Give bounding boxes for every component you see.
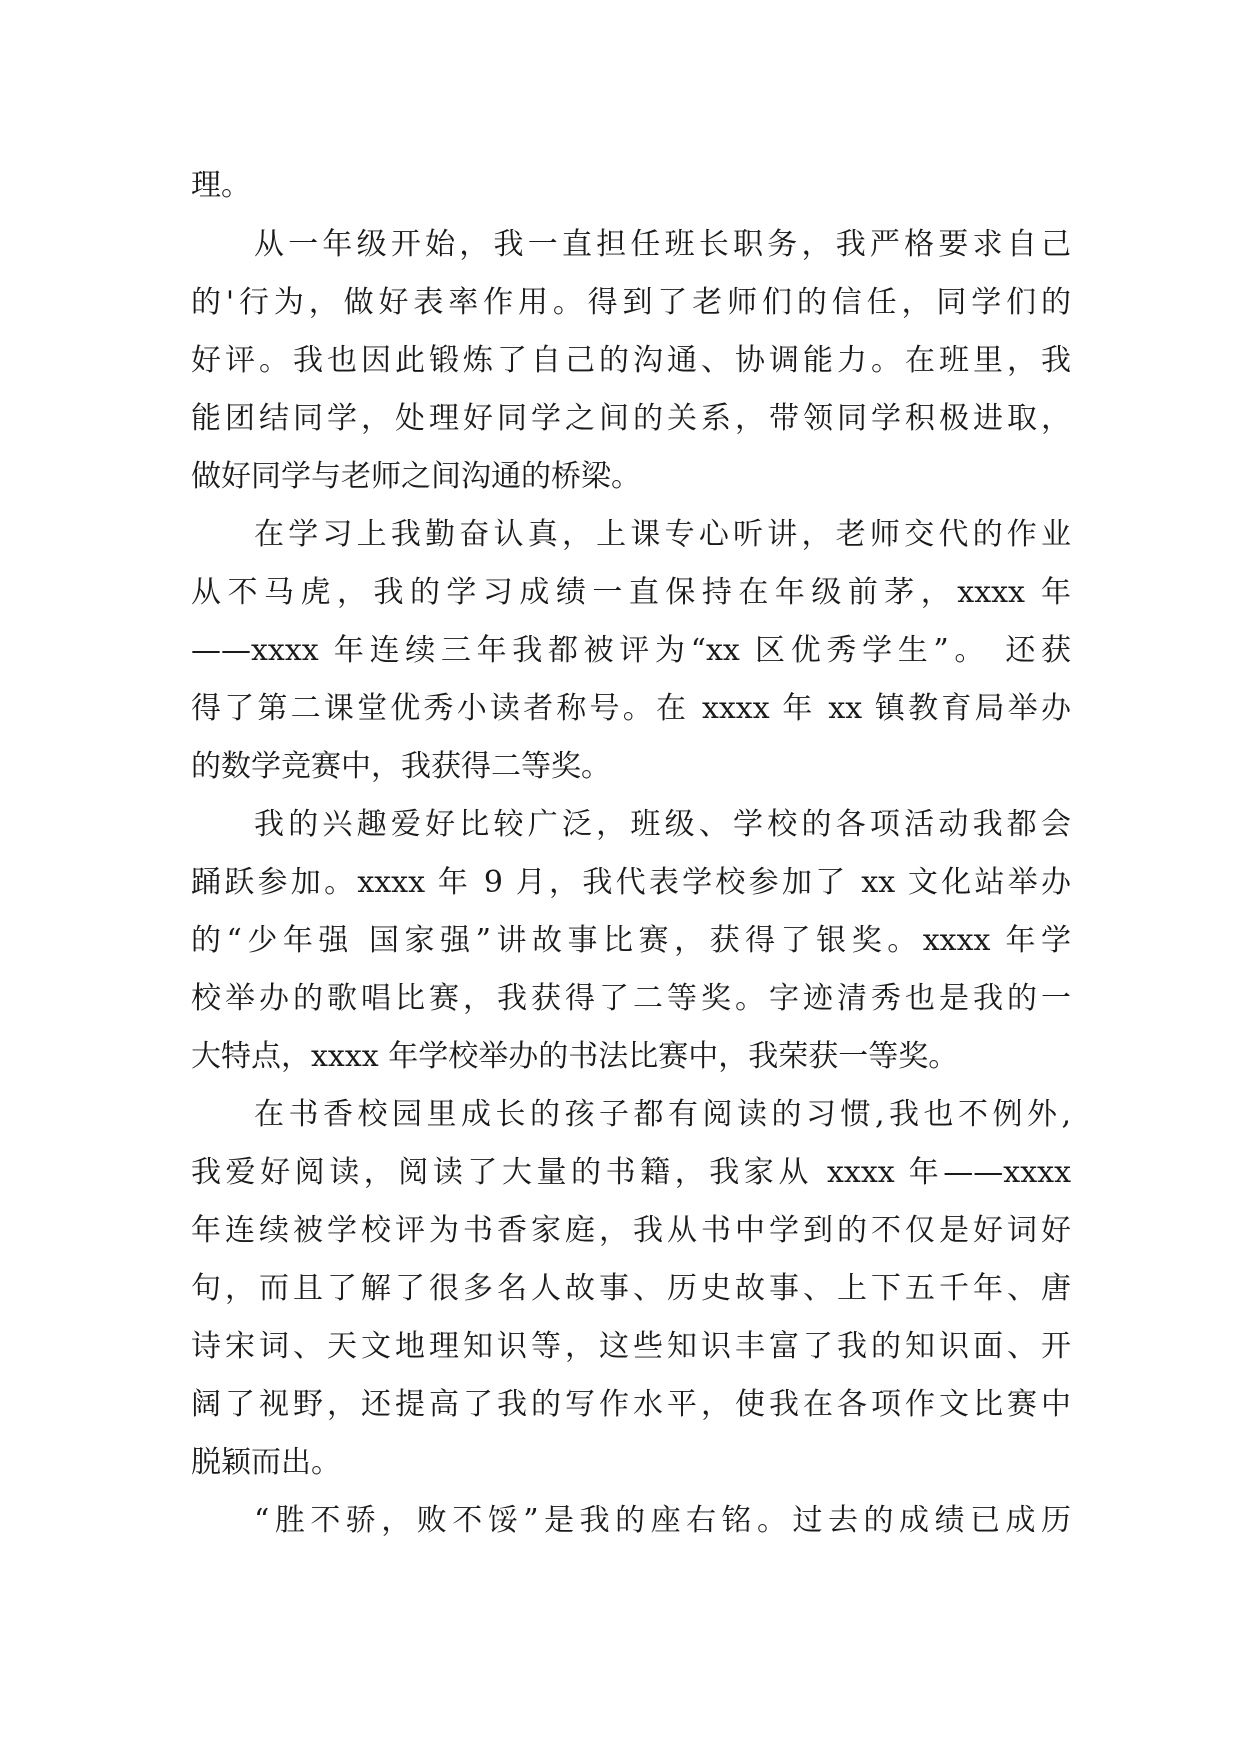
- paragraph-first-line: 从一年级开始，我一直担任班长职务，我严格要求自己: [254, 227, 1071, 262]
- text-line: 大特点，xxxx 年学校举办的书法比赛中，我荣获一等奖。: [191, 1039, 959, 1074]
- text-line: 句，而且了解了很多名人故事、历史故事、上下五千年、唐: [191, 1271, 1071, 1306]
- text-line: 诗宋词、天文地理知识等，这些知识丰富了我的知识面、开: [191, 1329, 1071, 1364]
- text-line: 阔了视野，还提高了我的写作水平，使我在各项作文比赛中: [191, 1387, 1071, 1422]
- text-line: 的“少年强 国家强”讲故事比赛，获得了银奖。xxxx 年学: [191, 923, 1071, 958]
- paragraph-first-line: “胜不骄，败不馁”是我的座右铭。过去的成绩已成历: [254, 1503, 1071, 1538]
- text-line: 年连续被学校评为书香家庭，我从书中学到的不仅是好词好: [191, 1213, 1071, 1248]
- text-line: 好评。我也因此锻炼了自己的沟通、协调能力。在班里，我: [191, 343, 1071, 378]
- text-line: 的数学竞赛中，我获得二等奖。: [191, 749, 611, 784]
- paragraph-first-line: 在学习上我勤奋认真，上课专心听讲，老师交代的作业: [254, 517, 1071, 552]
- text-line: 做好同学与老师之间沟通的桥梁。: [191, 459, 641, 494]
- paragraph-first-line: 我的兴趣爱好比较广泛，班级、学校的各项活动我都会: [254, 807, 1071, 842]
- text-line: 我爱好阅读，阅读了大量的书籍，我家从 xxxx 年——xxxx: [191, 1155, 1071, 1190]
- text-line: 踊跃参加。xxxx 年 9 月，我代表学校参加了 xx 文化站举办: [191, 865, 1071, 900]
- text-line: ——xxxx 年连续三年我都被评为“xx 区优秀学生”。 还获: [191, 633, 1071, 668]
- text-line: 从不马虎，我的学习成绩一直保持在年级前茅，xxxx 年: [191, 575, 1071, 610]
- text-line: 理。: [191, 168, 251, 203]
- text-line: 得了第二课堂优秀小读者称号。在 xxxx 年 xx 镇教育局举办: [191, 691, 1071, 726]
- text-line: 的'行为，做好表率作用。得到了老师们的信任，同学们的: [191, 285, 1071, 320]
- paragraph-first-line: 在书香校园里成长的孩子都有阅读的习惯,我也不例外,: [254, 1097, 1071, 1132]
- text-line: 校举办的歌唱比赛，我获得了二等奖。字迹清秀也是我的一: [191, 981, 1071, 1016]
- text-line: 能团结同学，处理好同学之间的关系，带领同学积极进取，: [191, 401, 1071, 436]
- text-line: 脱颖而出。: [191, 1445, 341, 1480]
